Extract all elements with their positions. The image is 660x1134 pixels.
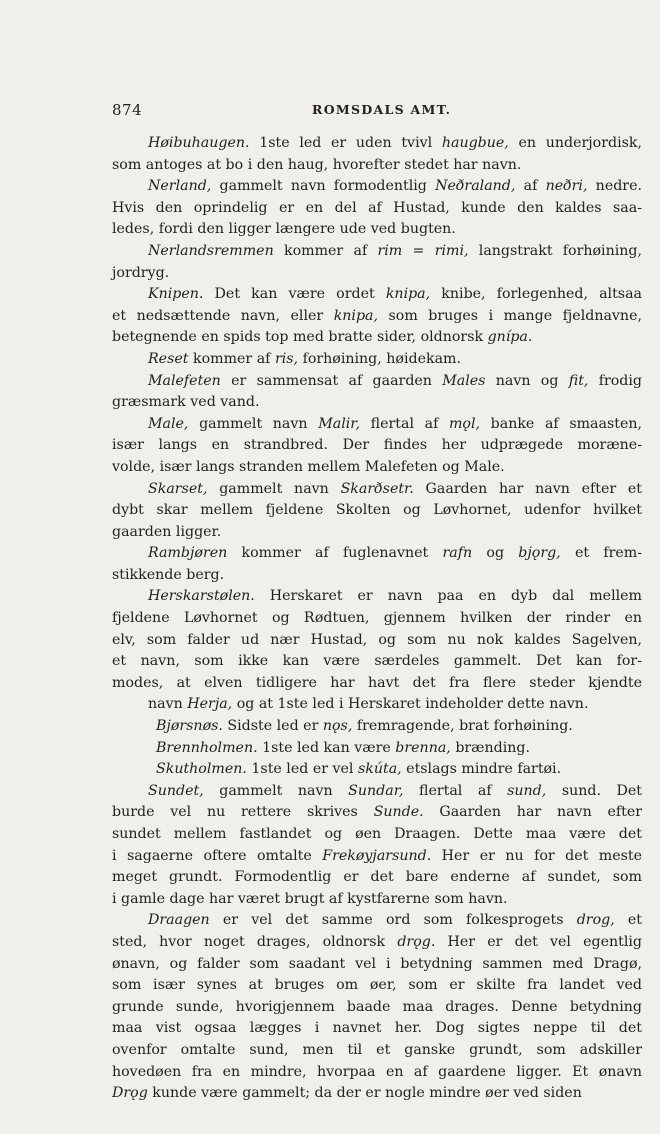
italic-term: rim — [377, 242, 403, 259]
text-run: gammelt navn — [203, 782, 349, 799]
text-line — [112, 500, 642, 522]
text-run: ledes, fordi den ligger længere ude ved bugten. — [112, 221, 456, 238]
text-run: gammelt navn — [188, 415, 319, 432]
text-run: et — [614, 912, 643, 929]
text-run: er sammensat af gaarden — [220, 372, 443, 389]
text-run: kommer af — [273, 242, 378, 259]
text-run: langstrakt forhøining, — [468, 242, 642, 259]
text-run: ønavn, og falder som saadant vel i betydning sammen med Dragø, — [112, 955, 642, 972]
italic-term: Herskarstølen. — [148, 588, 255, 605]
italic-term: nǫs, — [322, 718, 353, 735]
italic-term: Brennholmen. — [156, 739, 258, 756]
text-run: i sagaerne oftere omtalte — [112, 847, 323, 864]
text-run: et nedsættende navn, eller — [112, 307, 334, 324]
italic-term: Malir, — [318, 415, 360, 432]
text-run: kommer af fuglenavnet — [227, 545, 443, 562]
text-run: grunde sunde, hvorigjennem baade maa drages. Denne betydning — [112, 998, 642, 1015]
italic-term: Frekøyjarsund. — [322, 847, 432, 864]
text-line — [112, 975, 642, 997]
text-run: Gaarden har navn efter et — [413, 480, 642, 497]
text-run: banke af smaasten, — [480, 415, 642, 432]
italic-term: Skutholmen. — [156, 761, 247, 778]
italic-term: Nerland, — [148, 178, 212, 195]
italic-term: sund, — [507, 782, 547, 799]
text-run: flertal af — [360, 415, 449, 432]
italic-term: gnípa. — [487, 329, 533, 346]
text-run: forhøining, høidekam. — [298, 350, 461, 367]
page-number: 874 — [112, 101, 143, 119]
italic-term: drǫg. — [397, 933, 436, 950]
text-run: et navn, som ikke kan være særdeles gammelt. Det kan for- — [112, 653, 642, 670]
text-line — [112, 198, 642, 220]
text-line — [112, 284, 642, 306]
text-run: Her er nu for det meste — [431, 847, 642, 864]
text-run: Her er det vel egentlig — [435, 933, 642, 950]
italic-term: ris, — [274, 350, 299, 367]
text-line — [112, 241, 642, 263]
text-run: nedre. — [587, 178, 642, 195]
italic-term: Draagen — [148, 912, 210, 929]
text-run: og — [472, 545, 519, 562]
italic-term: Sunde. — [373, 804, 424, 821]
text-run: sund. Det — [546, 782, 642, 799]
italic-term: Herja, — [187, 696, 233, 713]
running-title: ROMSDALS AMT. — [312, 102, 452, 117]
text-run: fjeldene Løvhornet og Rødtuen, gjennem hvilken der rinder en — [112, 610, 642, 627]
text-line — [112, 1040, 642, 1062]
text-line — [112, 349, 642, 371]
text-run: Sidste led er — [222, 718, 323, 735]
text-run: gammelt navn — [207, 480, 341, 497]
text-line — [112, 651, 642, 673]
text-run: sundet mellem fastlandet og øen Draagen. Dette maa være det — [112, 826, 642, 842]
italic-term: bjǫrg, — [518, 545, 561, 562]
italic-term: Reset — [148, 350, 189, 367]
text-run: navn — [148, 696, 188, 713]
text-run: gaarden ligger. — [112, 523, 222, 540]
italic-term: Høibuhaugen. — [148, 135, 250, 151]
italic-term: rimi, — [434, 242, 469, 259]
text-run: betegnende en spids top med bratte sider, oldnorsk — [112, 329, 488, 346]
text-line — [112, 802, 642, 824]
text-run: elv, som falder ud nær Hustad, og som nu nok kaldes Sagelven, — [112, 631, 642, 648]
italic-term: Nerlandsremmen — [148, 242, 274, 259]
text-run: modes, at elven tidligere har havt det fra flere steder kjendte — [112, 674, 642, 691]
text-run: en underjordisk, — [508, 135, 642, 151]
italic-term: drog, — [576, 912, 615, 929]
text-run: = — [402, 242, 435, 259]
text-run: fremragende, brat forhøining. — [352, 718, 573, 735]
text-line — [112, 327, 642, 349]
text-run: Hvis den oprindelig er en del af Hustad, kunde den kaldes saa- — [112, 199, 642, 216]
text-line — [112, 155, 642, 177]
text-run: Gaarden har navn efter — [423, 804, 643, 821]
text-run: jordryg. — [112, 264, 170, 281]
text-run: stikkende berg. — [112, 566, 225, 583]
text-run: maa vist ogsaa lægges i navnet her. Dog sigtes neppe til det — [112, 1020, 642, 1037]
text-line — [112, 543, 642, 565]
italic-term: rafn — [442, 545, 473, 562]
page-header — [112, 101, 642, 123]
text-run: Det kan være ordet — [203, 286, 386, 303]
italic-term: knipa, — [385, 286, 431, 303]
text-line — [112, 176, 642, 198]
text-line — [112, 781, 642, 803]
text-line — [112, 522, 642, 544]
text-run: kommer af — [188, 350, 275, 367]
text-line — [112, 608, 642, 630]
italic-term: Neðraland, — [435, 178, 516, 195]
italic-term: Malefeten — [148, 372, 221, 389]
text-run: gammelt navn formodentlig — [211, 178, 436, 195]
text-line — [112, 889, 642, 911]
text-line — [112, 673, 642, 695]
italic-term: Knipen. — [148, 286, 204, 303]
text-run: som især synes at bruges om øer, som er skilte fra landet ved — [112, 977, 642, 994]
italic-term: haugbue, — [441, 135, 509, 151]
text-line — [112, 306, 642, 328]
italic-term: brenna, — [395, 739, 451, 756]
text-line — [112, 932, 642, 954]
text-line — [112, 824, 642, 846]
text-line — [112, 954, 642, 976]
text-run: som bruges i mange fjeldnavne, — [378, 307, 642, 324]
text-run: kunde være gammelt; da der er nogle mindre øer ved siden — [147, 1085, 582, 1102]
text-run: Herskaret er navn paa en dyb dal mellem — [254, 588, 642, 605]
text-line — [112, 435, 642, 457]
text-line — [112, 586, 642, 608]
text-run: 1ste led er vel — [246, 761, 358, 778]
italic-term: neðri, — [545, 178, 588, 195]
text-line — [112, 759, 642, 781]
italic-term: mǫl, — [448, 415, 481, 432]
text-run: burde vel nu rettere skrives — [112, 804, 374, 821]
text-run: 1ste led kan være — [257, 739, 396, 756]
text-line — [112, 1018, 642, 1040]
italic-term: Males — [442, 372, 486, 389]
text-line — [112, 738, 642, 760]
text-run: hovedøen fra en mindre, hvorpaa en af gaardene ligger. Et ønavn — [112, 1063, 642, 1080]
text-run: især langs en strandbred. Der findes her udprægede moræne- — [112, 437, 642, 454]
text-line — [112, 392, 642, 414]
text-line — [112, 997, 642, 1019]
italic-term: fit, — [568, 372, 589, 389]
text-line — [112, 630, 642, 652]
text-line — [112, 910, 642, 932]
italic-term: Bjørsnøs. — [156, 718, 223, 735]
italic-term: Skarðsetr. — [340, 480, 414, 497]
italic-term: Sundet, — [148, 782, 204, 799]
text-run: af — [515, 178, 546, 195]
text-line — [112, 414, 642, 436]
text-run: dybt skar mellem fjeldene Skolten og Løvhornet, udenfor hvilket — [112, 502, 642, 519]
italic-term: Male, — [148, 415, 189, 432]
text-line — [112, 716, 642, 738]
text-run: navn og — [485, 372, 569, 389]
italic-term: knipa, — [333, 307, 379, 324]
text-run: er vel det samme ord som folkesprogets — [209, 912, 577, 929]
text-run: sted, hvor noget drages, oldnorsk — [112, 933, 398, 950]
text-run: meget grundt. Formodentlig er det bare enderne af sundet, som — [112, 869, 642, 886]
text-run: et frem- — [560, 545, 642, 562]
text-line — [112, 479, 642, 501]
text-run: i gamle dage har været brugt af kystfarerne som havn. — [112, 890, 508, 907]
text-run: flertal af — [403, 782, 508, 799]
text-line — [112, 263, 642, 285]
text-run: volde, især langs stranden mellem Malefeten og Male. — [112, 458, 505, 475]
text-run: frodig — [588, 372, 643, 389]
text-line — [112, 867, 642, 889]
italic-term: Drǫg — [112, 1085, 148, 1102]
text-run: ovenfor omtalte sund, men til et ganske grundt, som adskiller — [112, 1041, 642, 1058]
text-line — [112, 1083, 642, 1105]
italic-term: Sundar, — [348, 782, 404, 799]
italic-term: skúta, — [357, 761, 402, 778]
text-line — [112, 694, 642, 716]
text-line — [112, 457, 642, 479]
body-text — [112, 133, 642, 1105]
text-run: knibe, forlegenhed, altsaa — [430, 286, 642, 303]
text-run: græsmark ved vand. — [112, 394, 260, 411]
text-line — [112, 1062, 642, 1084]
text-line — [112, 219, 642, 241]
text-line — [112, 371, 642, 393]
text-line — [112, 846, 642, 868]
text-line — [112, 565, 642, 587]
text-run: etslags mindre fartøi. — [401, 761, 562, 778]
text-run: 1ste led er uden tvivl — [249, 135, 442, 151]
text-run: som antoges at bo i den haug, hvorefter stedet har navn. — [112, 156, 522, 173]
italic-term: Skarset, — [148, 480, 208, 497]
italic-term: Rambjøren — [148, 545, 228, 562]
text-line — [112, 133, 642, 155]
text-run: brænding. — [450, 739, 531, 756]
text-run: og at 1ste led i Herskaret indeholder dette navn. — [232, 696, 589, 713]
